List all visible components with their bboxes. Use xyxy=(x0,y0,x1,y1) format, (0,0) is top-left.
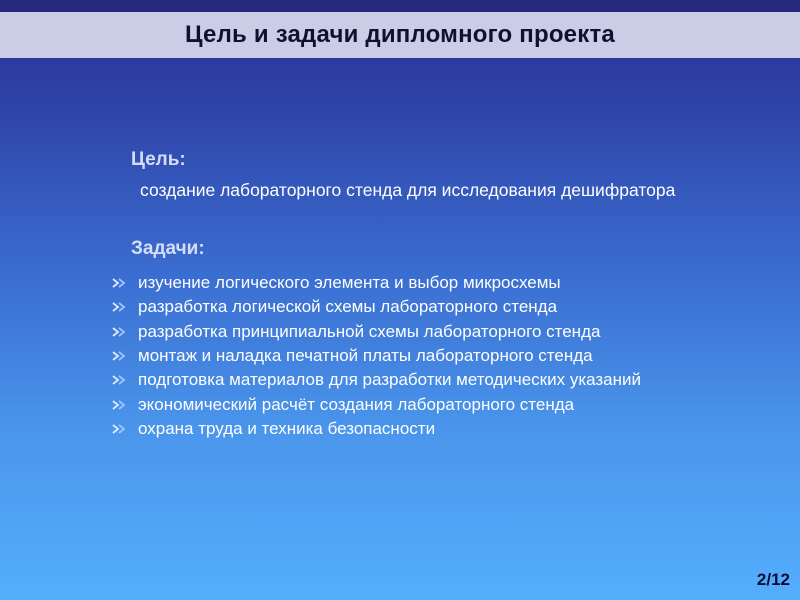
task-item xyxy=(110,295,641,319)
task-label: экономический расчёт создания лабораторного стенда xyxy=(138,394,575,414)
tasks-list xyxy=(110,271,641,441)
task-item xyxy=(110,392,641,416)
task-label: охрана труда и техника безопасности xyxy=(138,418,436,438)
double-chevron-right-icon xyxy=(110,373,130,387)
top-band xyxy=(0,0,800,12)
goal-text: создание лабораторного стенда для исследования дешифратора xyxy=(140,180,676,200)
double-chevron-right-icon xyxy=(110,276,130,290)
task-label: монтаж и наладка печатной платы лабораторного стенда xyxy=(138,346,593,366)
page-number: 2/12 xyxy=(756,570,790,589)
task-label: разработка принципиальной схемы лабораторного стенда xyxy=(138,321,601,341)
double-chevron-right-icon xyxy=(110,300,130,314)
task-label: разработка логической схемы лабораторного стенда xyxy=(138,297,558,317)
task-item xyxy=(110,368,641,392)
task-label: подготовка материалов для разработки методических указаний xyxy=(138,370,642,390)
task-item xyxy=(110,271,641,295)
task-item xyxy=(110,320,641,344)
task-item xyxy=(110,417,641,441)
task-label: изучение логического элемента и выбор микросхемы xyxy=(138,273,561,293)
double-chevron-right-icon xyxy=(110,422,130,436)
double-chevron-right-icon xyxy=(110,398,130,412)
goal-heading: Цель: xyxy=(131,149,186,170)
title-bar xyxy=(0,12,800,58)
double-chevron-right-icon xyxy=(110,325,130,339)
task-item xyxy=(110,344,641,368)
double-chevron-right-icon xyxy=(110,349,130,363)
slide-title: Цель и задачи дипломного проекта xyxy=(185,21,615,48)
tasks-heading: Задачи: xyxy=(131,238,205,259)
